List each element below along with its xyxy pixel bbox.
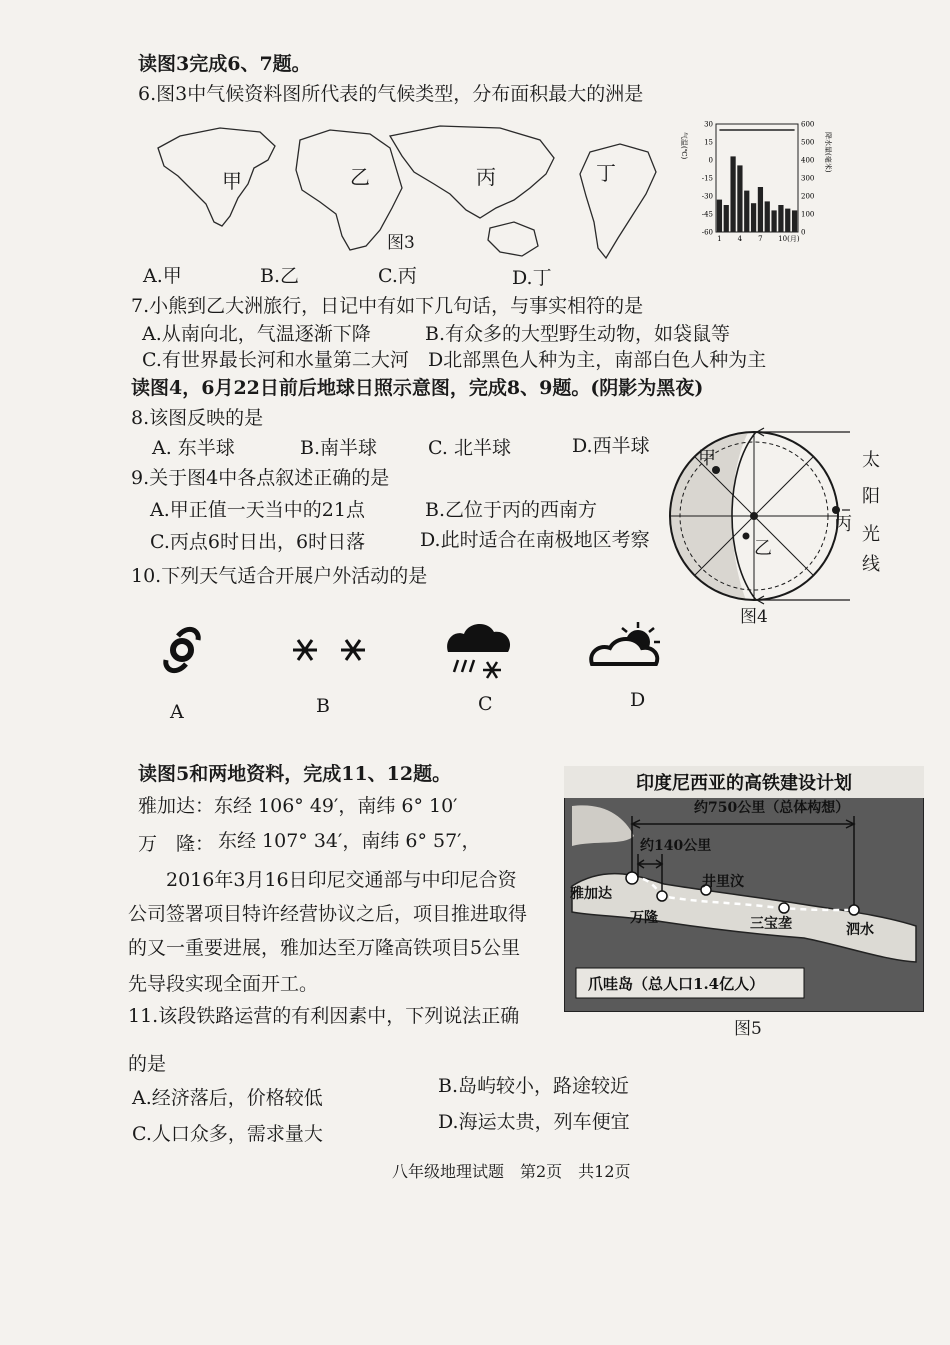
left-tick-label: -45 (701, 210, 713, 219)
island-label: 爪哇岛（总人口1.4亿人） (588, 975, 765, 993)
q6-option-d: D.丁 (512, 267, 552, 289)
chart-left-axis-label: 气温(℃) (680, 132, 688, 160)
precipitation-bar (758, 187, 763, 232)
q11-option-c: C.人口众多，需求量大 (132, 1123, 323, 1145)
right-tick-label: 0 (801, 228, 806, 237)
question-11-stem-line-1: 11.该段铁路运营的有利因素中，下列说法正确 (128, 1005, 520, 1027)
map-label-jia: 甲 (222, 169, 242, 193)
australia-outline (488, 222, 538, 256)
left-tick-label: -30 (701, 192, 713, 201)
bandung-coordinates: 东经 107° 34′，南纬 6° 57′， (218, 830, 481, 852)
jakarta-coordinates: 雅加达：东经 106° 49′，南纬 6° 10′ (138, 795, 458, 817)
x-tick-label: 4 (737, 235, 743, 243)
world-map-figure (150, 118, 690, 270)
q9-option-b: B.乙位于丙的西南方 (425, 499, 598, 521)
q10-option-c: C (478, 693, 493, 715)
south-america-outline (580, 144, 656, 258)
climate-chart (676, 118, 838, 248)
right-tick-label: 500 (801, 138, 815, 147)
question-10-stem: 10.下列天气适合开展户外活动的是 (131, 565, 428, 587)
typhoon-icon (166, 629, 198, 670)
asia-outline (390, 126, 554, 218)
precipitation-bar (771, 210, 776, 232)
chart-right-axis-label: 降水量(毫米) (824, 132, 832, 173)
question-6-stem: 6.图3中气候资料图所代表的气候类型，分布面积最大的洲是 (138, 83, 644, 105)
q8-option-b: B.南半球 (300, 437, 378, 459)
section-intro-fig3: 读图3完成6、7题。 (138, 53, 311, 75)
precipitation-bar (751, 203, 756, 232)
sunlight-char-1: 太 (862, 450, 880, 471)
passage-line-4: 先导段实现全面开工。 (128, 973, 319, 995)
sunlight-char-2: 阳 (862, 486, 880, 507)
snowflake-icon (293, 640, 365, 660)
left-tick-label: 15 (704, 138, 713, 147)
q7-option-b: B.有众多的大型野生动物，如袋鼠等 (425, 323, 731, 345)
city-cirebon: 井里汶 (702, 874, 744, 890)
precipitation-bar (724, 205, 729, 232)
precipitation-bar (744, 191, 749, 232)
question-7-stem: 7.小熊到乙大洲旅行，日记中有如下几句话，与事实相符的是 (131, 295, 644, 317)
q8-option-d: D.西半球 (572, 435, 650, 457)
precipitation-bar (730, 156, 735, 232)
figure-4-caption: 图4 (740, 607, 768, 627)
right-tick-label: 100 (801, 210, 815, 219)
city-bandung: 万隆 (630, 910, 658, 926)
weather-icons-row (160, 618, 670, 688)
left-tick-label: 0 (708, 156, 713, 165)
q6-option-b: B.乙 (260, 265, 300, 287)
map-label-bing: 丙 (476, 165, 496, 189)
x-tick-label: 10(月) (778, 235, 800, 243)
q8-option-a: A. 东半球 (152, 437, 235, 459)
x-tick-label: 1 (717, 235, 722, 243)
precipitation-bar (792, 210, 797, 232)
map-title: 印度尼西亚的高铁建设计划 (636, 773, 852, 794)
section-intro-fig5: 读图5和两地资料，完成11、12题。 (138, 763, 452, 785)
precipitation-bar (717, 200, 722, 232)
right-tick-label: 300 (801, 174, 815, 183)
q11-option-a: A.经济落后，价格较低 (132, 1087, 323, 1109)
figure-3-caption: 图3 (387, 233, 415, 253)
q7-option-a: A.从南向北，气温逐渐下降 (142, 323, 371, 345)
point-bing-label: 丙 (834, 514, 852, 535)
q7-option-c: C.有世界最长河和水量第二大河 (142, 349, 409, 371)
rain-snow-icon (447, 624, 510, 678)
q11-option-d: D.海运太贵，列车便宜 (438, 1111, 630, 1133)
passage-line-1: 2016年3月16日印尼交通部与中印尼合资 (128, 869, 517, 891)
map-label-yi: 乙 (350, 165, 370, 189)
q10-option-d: D (630, 689, 646, 711)
bandung-name: 万 隆： (138, 833, 215, 855)
partly-cloudy-icon (591, 622, 660, 664)
q7-option-d: D北部黑色人种为主，南部白色人种为主 (428, 349, 767, 371)
left-tick-label: 30 (704, 120, 713, 129)
q6-option-c: C.丙 (378, 265, 417, 287)
precipitation-bar (765, 201, 770, 232)
question-11-stem-line-2: 的是 (128, 1053, 167, 1075)
section-intro-fig4: 读图4，6月22日前后地球日照示意图，完成8、9题。(阴影为黑夜) (131, 377, 704, 399)
point-yi-label: 乙 (754, 538, 772, 559)
north-america-outline (158, 128, 275, 226)
left-tick-label: -15 (701, 174, 713, 183)
precipitation-bar (785, 209, 790, 232)
total-distance-label: 约750公里（总体构想） (694, 800, 850, 816)
passage-line-2: 公司签署项目特许经营协议之后，项目推进取得 (128, 903, 528, 925)
precipitation-bar (737, 165, 742, 232)
left-tick-label: -60 (701, 228, 713, 237)
right-tick-label: 600 (801, 120, 815, 129)
q9-option-c: C.丙点6时日出，6时日落 (150, 531, 366, 553)
figure-5-caption: 图5 (734, 1019, 762, 1039)
q9-option-d: D.此时适合在南极地区考察 (420, 529, 650, 551)
right-tick-label: 400 (801, 156, 815, 165)
segment-distance-label: 约140公里 (640, 838, 712, 854)
q8-option-c: C. 北半球 (428, 437, 511, 459)
question-8-stem: 8.该图反映的是 (131, 407, 264, 429)
x-tick-label: 7 (758, 235, 763, 243)
point-jia-label: 甲 (698, 448, 716, 469)
sunlight-char-3: 光 (862, 524, 880, 545)
city-surabaya: 泗水 (846, 922, 874, 938)
sunlight-char-4: 线 (862, 554, 880, 575)
q11-option-b: B.岛屿较小，路途较近 (438, 1075, 630, 1097)
city-jakarta: 雅加达 (570, 886, 612, 902)
precipitation-bar (778, 205, 783, 232)
map-label-ding: 丁 (596, 161, 616, 185)
q10-option-a: A (170, 701, 184, 723)
passage-line-3: 的又一重要进展，雅加达至万隆高铁项目5公里 (128, 937, 521, 959)
page-footer: 八年级地理试题 第2页 共12页 (392, 1162, 631, 1181)
q10-option-b: B (316, 695, 330, 717)
q9-option-a: A.甲正值一天当中的21点 (150, 499, 365, 521)
indonesia-rail-map (564, 766, 924, 1012)
q6-option-a: A.甲 (143, 265, 182, 287)
right-tick-label: 200 (801, 192, 815, 201)
earth-illumination-diagram (664, 420, 894, 620)
city-semarang: 三宝垄 (750, 916, 792, 932)
question-9-stem: 9.关于图4中各点叙述正确的是 (131, 467, 390, 489)
